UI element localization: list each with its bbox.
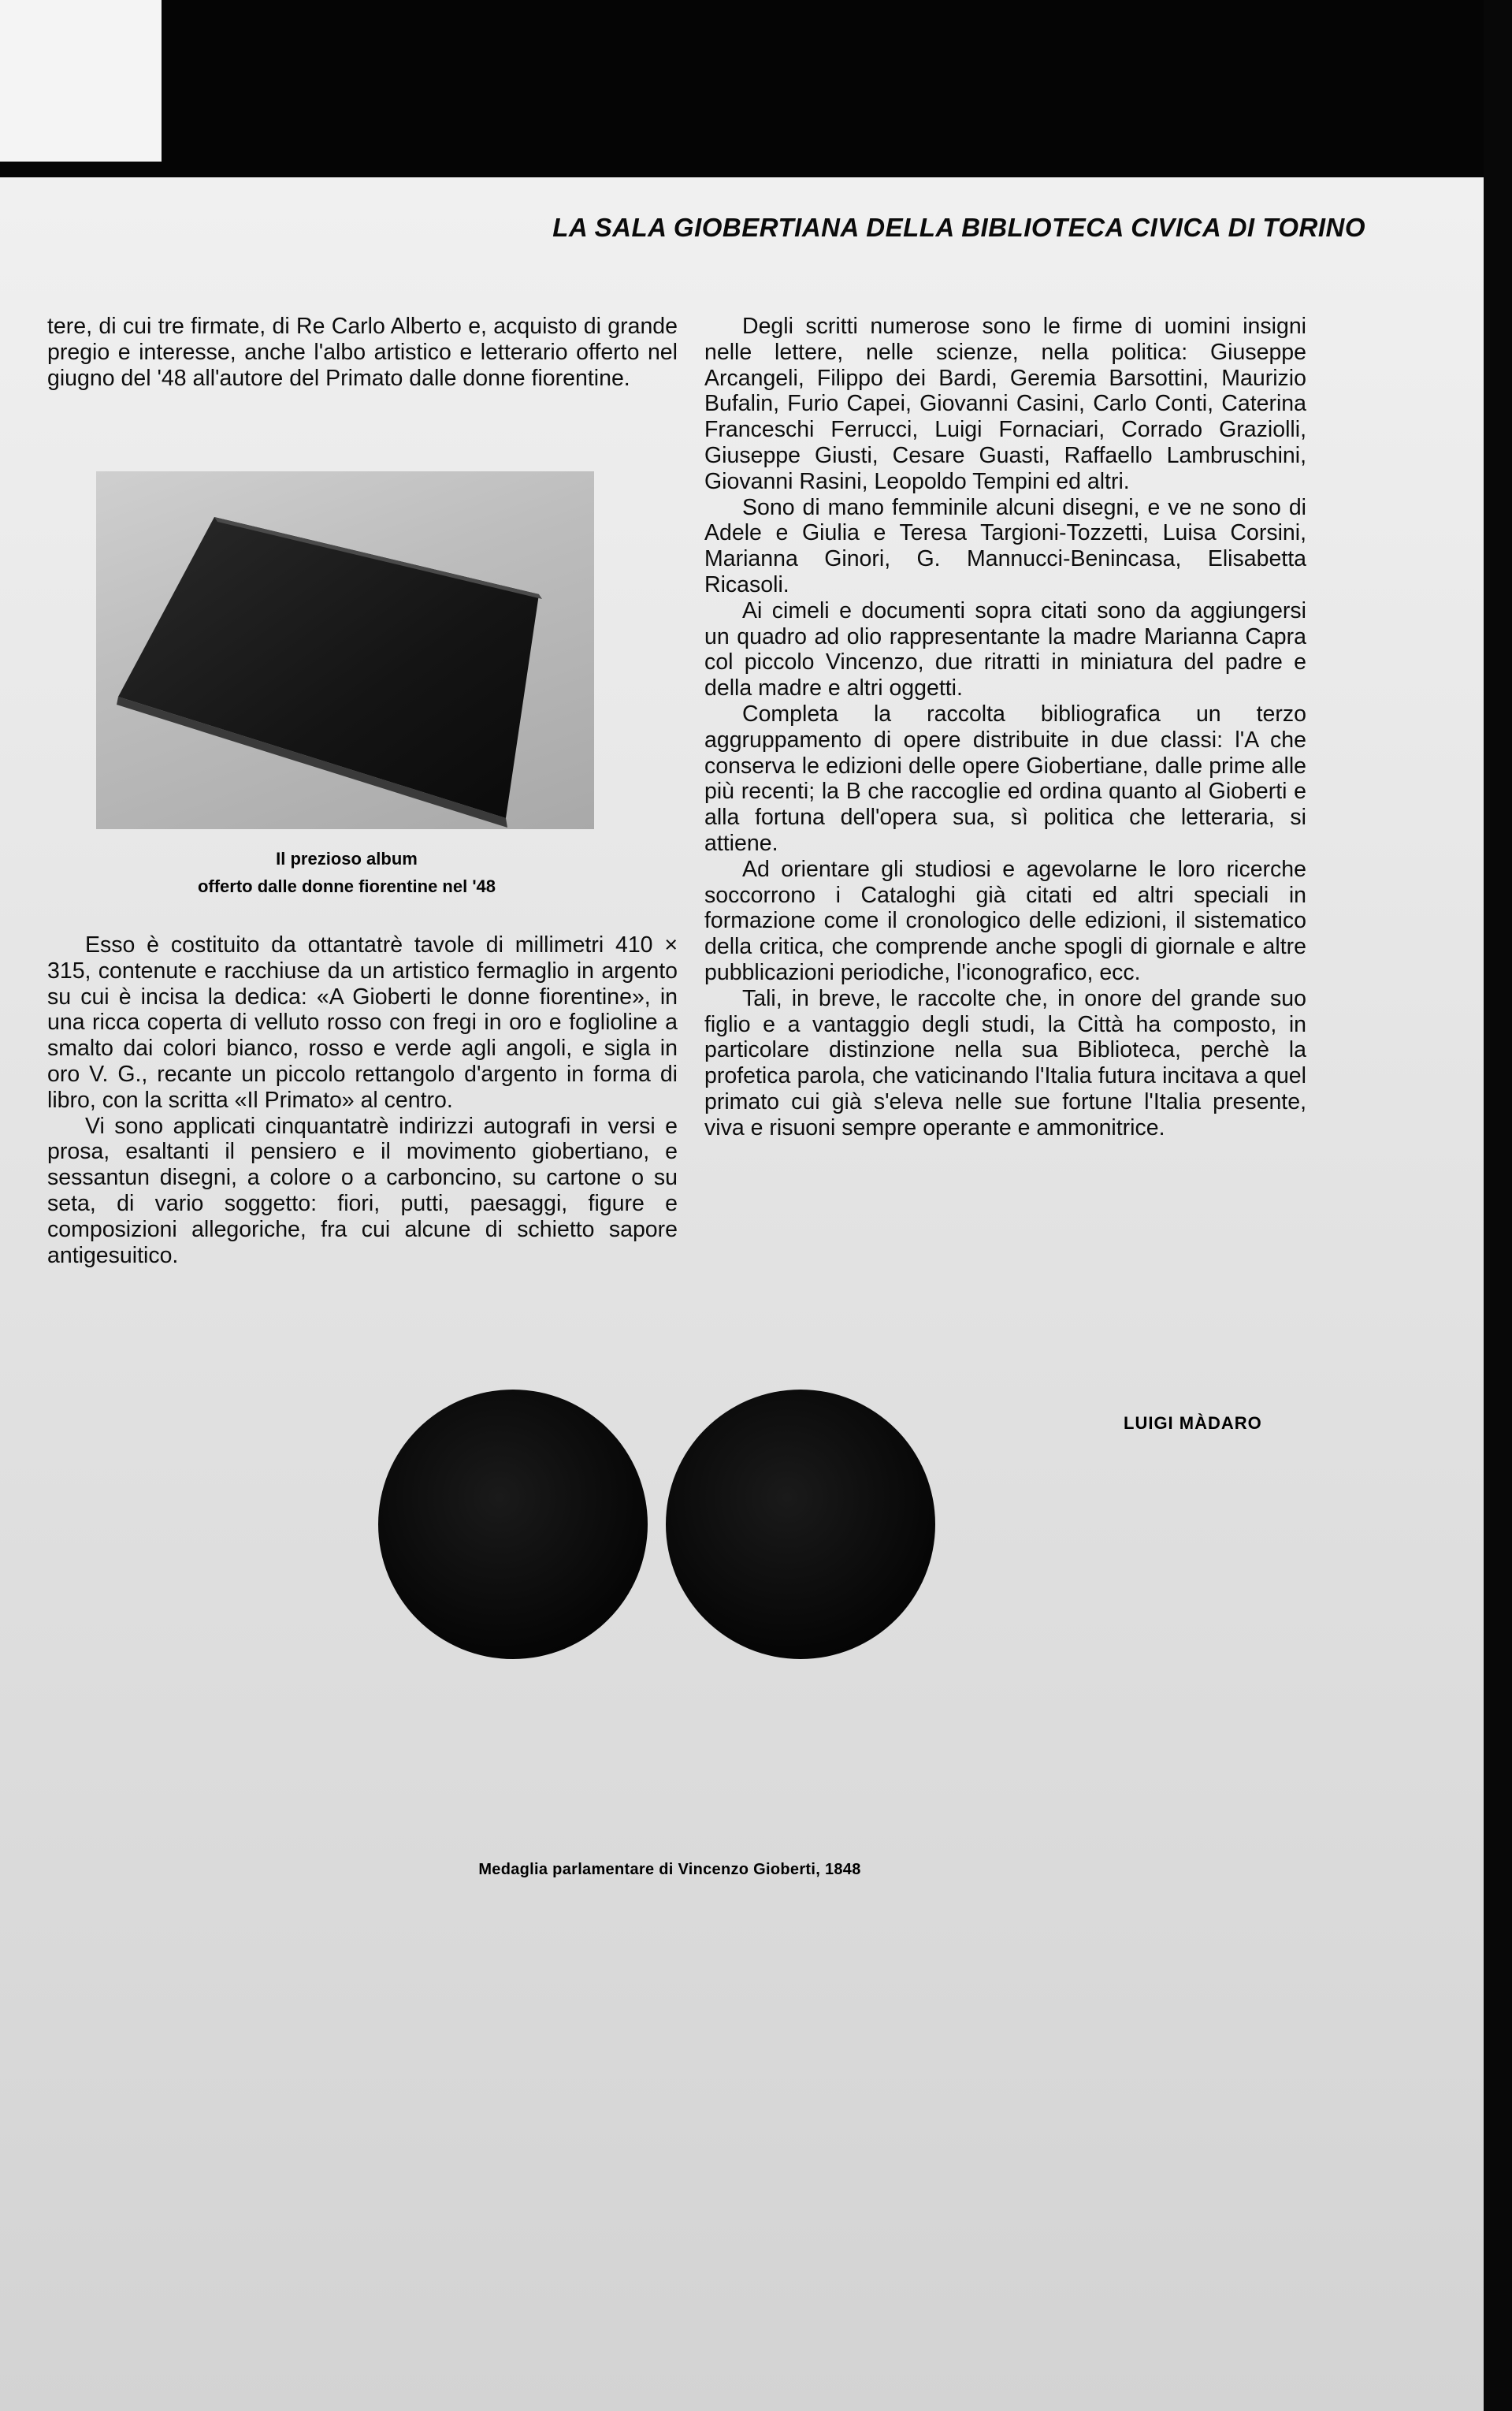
medal-obverse — [378, 1390, 648, 1659]
scan-right-band — [1484, 0, 1512, 2411]
right-column — [704, 314, 1306, 1141]
right-paragraph-2: Sono di mano femminile alcuni disegni, e ve ne sono di Adele e Giulia e Teresa Targioni-Tozzetti, Luisa Corsini, Marianna Ginori, G. Mannucci-Benincasa, Elisabetta Ricasoli. — [704, 494, 1306, 597]
album-illustration — [96, 471, 594, 829]
right-paragraph-3: Ai cimeli e documenti sopra citati sono da aggiungersi un quadro ad olio rappresentante la madre Marianna Capra col piccolo Vincenzo, due ritratti in miniatura del padre e della madre e altri oggetti. — [704, 597, 1306, 701]
running-header: LA SALA GIOBERTIANA DELLA BIBLIOTECA CIVICA DI TORINO — [552, 213, 1365, 242]
album-caption — [95, 845, 599, 900]
right-paragraph-1: Degli scritti numerose sono le firme di uomini insigni nelle lettere, nelle scienze, nella politica: Giuseppe Arcangeli, Filippo dei Bardi, Geremia Barsottini, Maurizio Bufalin, Furio Capei, Giovanni Casini, Carlo Conti, Caterina Franceschi Ferrucci, Luigi Fornaciari, Corrado Graziolli, Giuseppe Giusti, Cesare Guasti, Raffaello Lambruschini, Giovanni Rasini, Leopoldo Tempini ed altri. — [704, 314, 1306, 494]
album-caption-line-2: offerto dalle donne fiorentine nel '48 — [197, 876, 496, 896]
right-paragraph-4: Completa la raccolta bibliografica un terzo aggruppamento di opere distribuite in due classi: l'A che conserva le edizioni delle opere Giobertiane, dalle prime alle più recenti; la B che raccoglie ed ordina quanto al Gioberti e alla fortuna dell'opera sua, sì politica che letteraria, si attiene. — [704, 701, 1306, 856]
scan-corner — [0, 0, 162, 162]
right-paragraph-6: Tali, in breve, le raccolte che, in onore del grande suo figlio e a vantaggio degli studi, la Città ha composto, in particolare distinzione nella sua Biblioteca, perchè la profetica parola, che vaticinando l'Italia futura incitava a quel primato cui già s'eleva nelle sue fortune l'Italia presente, viva e risuoni sempre operante e ammonitrice. — [704, 985, 1306, 1140]
left-paragraph-3: Vi sono applicati cinquantatrè indirizzi autografi in versi e prosa, esaltanti il pensiero e il movimento giobertiano, e sessantun disegni, a colore o a carboncino, su cartone o su seta, di vario soggetto: fiori, putti, paesaggi, figure e composizioni allegoriche, fra cui alcune di schietto sapore antigesuitico. — [47, 1113, 678, 1268]
album-photo — [96, 471, 594, 829]
left-paragraph-2: Esso è costituito da ottantatrè tavole di millimetri 410 × 315, contenute e racchiuse da un artistico fermaglio in argento su cui è incisa la dedica: «A Gioberti le donne fiorentine», in una ricca coperta di velluto rosso con fregi in oro e foglioline a smalto dai colori bianco, rosso e verde agli angoli, e sigla in oro V. G., recante un piccolo rettangolo d'argento in forma di libro, con la scritta «Il Primato» al centro. — [47, 932, 678, 1113]
left-column-bottom — [47, 932, 678, 1268]
album-caption-line-1: Il prezioso album — [276, 849, 418, 869]
medal-reverse — [666, 1390, 935, 1659]
left-column-top — [47, 314, 678, 391]
scan-top-band — [0, 0, 1512, 177]
right-paragraph-5: Ad orientare gli studiosi e agevolarne le loro ricerche soccorrono i Cataloghi già citati ed altri speciali in formazione come il cronologico delle edizioni, il sistematico della critica, che comprende anche spogli di giornale e altre pubblicazioni periodiche, l'iconografico, ecc. — [704, 856, 1306, 985]
medal-caption: Medaglia parlamentare di Vincenzo Gioberti, 1848 — [478, 1861, 861, 1878]
left-paragraph-1: tere, di cui tre firmate, di Re Carlo Alberto e, acquisto di grande pregio e interesse, anche l'albo artistico e letterario offerto nel giugno del '48 all'autore del Primato dalle donne fiorentine. — [47, 314, 678, 391]
author-signature: LUIGI MÀDARO — [1124, 1413, 1262, 1433]
